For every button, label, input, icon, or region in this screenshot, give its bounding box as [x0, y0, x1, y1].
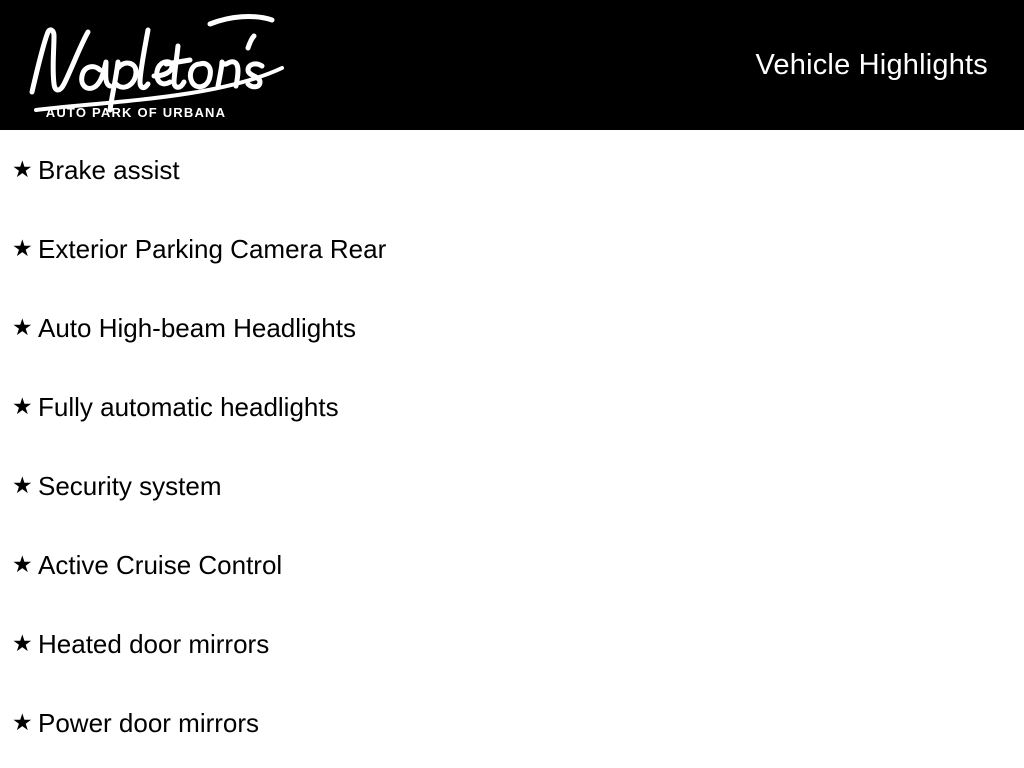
star-icon: ★: [12, 314, 33, 340]
highlight-label: Exterior Parking Camera Rear: [38, 233, 387, 264]
page-header: [0, 0, 1024, 130]
vehicle-highlights-list: [0, 130, 1024, 762]
list-item: [0, 367, 1024, 446]
star-icon: ★: [12, 393, 33, 419]
star-icon: ★: [12, 551, 33, 577]
highlight-label: Active Cruise Control: [38, 549, 283, 580]
highlight-label: Power door mirrors: [38, 707, 260, 738]
list-item: [0, 446, 1024, 525]
napletons-logo: [14, 6, 304, 124]
star-icon: ★: [12, 235, 33, 261]
highlight-label: Heated door mirrors: [38, 628, 270, 659]
star-icon: ★: [12, 472, 33, 498]
svg-text:AUTO PARK OF URBANA: AUTO PARK OF URBANA: [45, 105, 227, 120]
highlight-label: Auto High-beam Headlights: [38, 312, 356, 343]
page-title: Vehicle Highlights: [755, 48, 988, 81]
star-icon: ★: [12, 630, 33, 656]
list-item: [0, 288, 1024, 367]
list-item: [0, 209, 1024, 288]
highlight-label: Fully automatic headlights: [38, 391, 339, 422]
list-item: [0, 683, 1024, 762]
list-item: [0, 525, 1024, 604]
star-icon: ★: [12, 709, 33, 735]
list-item: [0, 130, 1024, 209]
list-item: [0, 604, 1024, 683]
highlight-label: Brake assist: [38, 154, 180, 185]
highlight-label: Security system: [38, 470, 222, 501]
star-icon: ★: [12, 156, 33, 182]
